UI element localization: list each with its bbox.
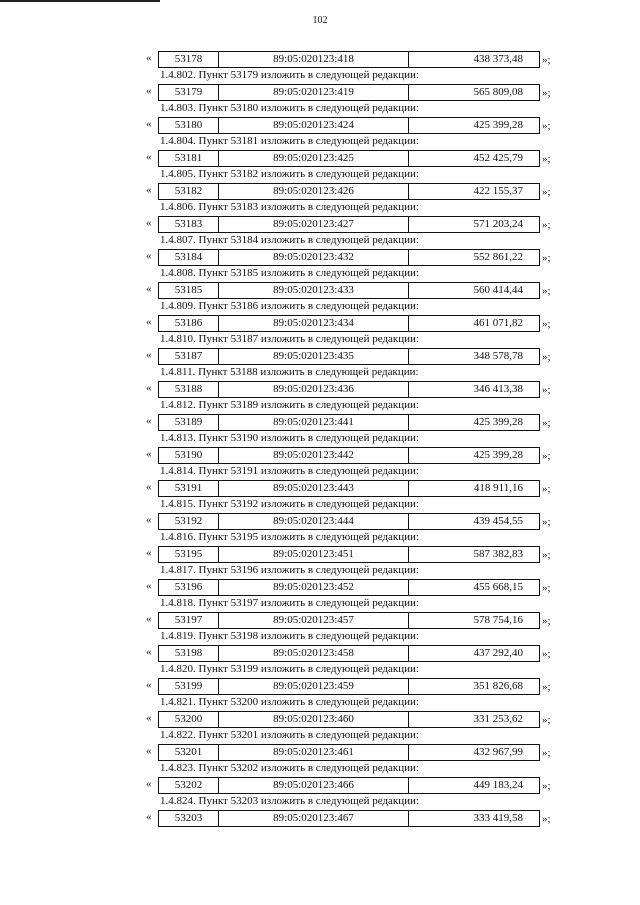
cadastral-value-cell: 437 292,40 bbox=[473, 647, 523, 659]
cadastral-value-cell: 348 578,78 bbox=[473, 350, 523, 362]
item-number-cell: 53183 bbox=[159, 217, 219, 232]
cadastral-value-cell: 571 203,24 bbox=[473, 218, 523, 230]
closing-quote: »; bbox=[542, 384, 551, 396]
entry-row bbox=[146, 578, 566, 596]
entry-table bbox=[158, 546, 540, 563]
entry-row bbox=[146, 116, 566, 134]
cadastral-number-cell: 89:05:020123:466 bbox=[219, 778, 409, 793]
opening-quote: « bbox=[146, 349, 152, 361]
entry-table bbox=[158, 348, 540, 365]
closing-quote: »; bbox=[542, 54, 551, 66]
opening-quote: « bbox=[146, 712, 152, 724]
closing-quote: »; bbox=[542, 285, 551, 297]
entry-table bbox=[158, 282, 540, 299]
opening-quote: « bbox=[146, 547, 152, 559]
amendment-line: 1.4.812. Пункт 53189 изложить в следующей редакции: bbox=[160, 399, 419, 411]
opening-quote: « bbox=[146, 85, 152, 97]
opening-quote: « bbox=[146, 415, 152, 427]
amendment-line: 1.4.824. Пункт 53203 изложить в следующей редакции: bbox=[160, 795, 419, 807]
cadastral-number-cell: 89:05:020123:432 bbox=[219, 250, 409, 265]
cadastral-value-cell: 439 454,55 bbox=[473, 515, 523, 527]
closing-quote: »; bbox=[542, 252, 551, 264]
closing-quote: »; bbox=[542, 450, 551, 462]
item-number-cell: 53196 bbox=[159, 580, 219, 595]
entry-table bbox=[158, 612, 540, 629]
amendment-line: 1.4.802. Пункт 53179 изложить в следующей редакции: bbox=[160, 69, 419, 81]
cadastral-value-cell: 331 253,62 bbox=[473, 713, 523, 725]
item-number-cell: 53185 bbox=[159, 283, 219, 298]
amendment-line: 1.4.813. Пункт 53190 изложить в следующей редакции: bbox=[160, 432, 419, 444]
closing-quote: »; bbox=[542, 648, 551, 660]
amendment-line: 1.4.822. Пункт 53201 изложить в следующей редакции: bbox=[160, 729, 419, 741]
closing-quote: »; bbox=[542, 615, 551, 627]
item-number-cell: 53198 bbox=[159, 646, 219, 661]
cadastral-number-cell: 89:05:020123:444 bbox=[219, 514, 409, 529]
item-number-cell: 53191 bbox=[159, 481, 219, 496]
closing-quote: »; bbox=[542, 120, 551, 132]
entry-row bbox=[146, 149, 566, 167]
amendment-line: 1.4.823. Пункт 53202 изложить в следующей редакции: bbox=[160, 762, 419, 774]
item-number-cell: 53186 bbox=[159, 316, 219, 331]
cadastral-number-cell: 89:05:020123:436 bbox=[219, 382, 409, 397]
item-number-cell: 53199 bbox=[159, 679, 219, 694]
entry-table bbox=[158, 645, 540, 662]
entry-row bbox=[146, 380, 566, 398]
cadastral-value-cell: 418 911,16 bbox=[473, 482, 523, 494]
amendment-line: 1.4.807. Пункт 53184 изложить в следующей редакции: bbox=[160, 234, 419, 246]
cadastral-value-cell: 455 668,15 bbox=[473, 581, 523, 593]
entry-row bbox=[146, 50, 566, 68]
amendment-line: 1.4.809. Пункт 53186 изложить в следующей редакции: bbox=[160, 300, 419, 312]
closing-quote: »; bbox=[542, 549, 551, 561]
cadastral-number-cell: 89:05:020123:457 bbox=[219, 613, 409, 628]
item-number-cell: 53189 bbox=[159, 415, 219, 430]
opening-quote: « bbox=[146, 118, 152, 130]
entry-row bbox=[146, 446, 566, 464]
opening-quote: « bbox=[146, 382, 152, 394]
entry-row bbox=[146, 644, 566, 662]
entry-row bbox=[146, 83, 566, 101]
amendment-line: 1.4.820. Пункт 53199 изложить в следующей редакции: bbox=[160, 663, 419, 675]
closing-quote: »; bbox=[542, 87, 551, 99]
item-number-cell: 53203 bbox=[159, 811, 219, 826]
cadastral-number-cell: 89:05:020123:459 bbox=[219, 679, 409, 694]
amendment-line: 1.4.816. Пункт 53195 изложить в следующей редакции: bbox=[160, 531, 419, 543]
entry-table bbox=[158, 513, 540, 530]
cadastral-number-cell: 89:05:020123:441 bbox=[219, 415, 409, 430]
amendment-line: 1.4.814. Пункт 53191 изложить в следующей редакции: bbox=[160, 465, 419, 477]
opening-quote: « bbox=[146, 580, 152, 592]
cadastral-value-cell: 560 414,44 bbox=[473, 284, 523, 296]
item-number-cell: 53201 bbox=[159, 745, 219, 760]
opening-quote: « bbox=[146, 184, 152, 196]
page-number: 102 bbox=[312, 15, 328, 26]
amendment-line: 1.4.817. Пункт 53196 изложить в следующей редакции: bbox=[160, 564, 419, 576]
closing-quote: »; bbox=[542, 417, 551, 429]
cadastral-value-cell: 438 373,48 bbox=[473, 53, 523, 65]
cadastral-value-cell: 351 826,68 bbox=[473, 680, 523, 692]
closing-quote: »; bbox=[542, 681, 551, 693]
item-number-cell: 53178 bbox=[159, 52, 219, 67]
entry-table bbox=[158, 678, 540, 695]
opening-quote: « bbox=[146, 778, 152, 790]
cadastral-number-cell: 89:05:020123:435 bbox=[219, 349, 409, 364]
opening-quote: « bbox=[146, 250, 152, 262]
amendment-line: 1.4.805. Пункт 53182 изложить в следующей редакции: bbox=[160, 168, 419, 180]
cadastral-value-cell: 452 425,79 bbox=[473, 152, 523, 164]
cadastral-value-cell: 565 809,08 bbox=[473, 86, 523, 98]
entry-row bbox=[146, 182, 566, 200]
closing-quote: »; bbox=[542, 516, 551, 528]
opening-quote: « bbox=[146, 283, 152, 295]
amendment-line: 1.4.815. Пункт 53192 изложить в следующей редакции: bbox=[160, 498, 419, 510]
cadastral-number-cell: 89:05:020123:433 bbox=[219, 283, 409, 298]
entry-row bbox=[146, 611, 566, 629]
entry-row bbox=[146, 347, 566, 365]
cadastral-number-cell: 89:05:020123:418 bbox=[219, 52, 409, 67]
closing-quote: »; bbox=[542, 813, 551, 825]
opening-quote: « bbox=[146, 217, 152, 229]
cadastral-value-cell: 432 967,99 bbox=[473, 746, 523, 758]
item-number-cell: 53188 bbox=[159, 382, 219, 397]
cadastral-value-cell: 425 399,28 bbox=[473, 449, 523, 461]
cadastral-number-cell: 89:05:020123:452 bbox=[219, 580, 409, 595]
cadastral-value-cell: 422 155,37 bbox=[473, 185, 523, 197]
entry-table bbox=[158, 381, 540, 398]
amendment-line: 1.4.818. Пункт 53197 изложить в следующей редакции: bbox=[160, 597, 419, 609]
item-number-cell: 53184 bbox=[159, 250, 219, 265]
closing-quote: »; bbox=[542, 153, 551, 165]
cadastral-value-cell: 578 754,16 bbox=[473, 614, 523, 626]
item-number-cell: 53182 bbox=[159, 184, 219, 199]
closing-quote: »; bbox=[542, 186, 551, 198]
entry-row bbox=[146, 677, 566, 695]
opening-quote: « bbox=[146, 613, 152, 625]
cadastral-number-cell: 89:05:020123:461 bbox=[219, 745, 409, 760]
entry-table bbox=[158, 480, 540, 497]
entry-row bbox=[146, 776, 566, 794]
item-number-cell: 53181 bbox=[159, 151, 219, 166]
opening-quote: « bbox=[146, 646, 152, 658]
cadastral-number-cell: 89:05:020123:442 bbox=[219, 448, 409, 463]
entry-table bbox=[158, 183, 540, 200]
cadastral-number-cell: 89:05:020123:427 bbox=[219, 217, 409, 232]
entry-row bbox=[146, 512, 566, 530]
item-number-cell: 53200 bbox=[159, 712, 219, 727]
cadastral-value-cell: 461 071,82 bbox=[473, 317, 523, 329]
entry-row bbox=[146, 248, 566, 266]
closing-quote: »; bbox=[542, 351, 551, 363]
item-number-cell: 53180 bbox=[159, 118, 219, 133]
item-number-cell: 53202 bbox=[159, 778, 219, 793]
closing-quote: »; bbox=[542, 747, 551, 759]
entry-row bbox=[146, 545, 566, 563]
amendment-line: 1.4.819. Пункт 53198 изложить в следующей редакции: bbox=[160, 630, 419, 642]
entry-row bbox=[146, 413, 566, 431]
amendment-line: 1.4.821. Пункт 53200 изложить в следующей редакции: bbox=[160, 696, 419, 708]
cadastral-value-cell: 552 861,22 bbox=[473, 251, 523, 263]
cadastral-number-cell: 89:05:020123:434 bbox=[219, 316, 409, 331]
opening-quote: « bbox=[146, 481, 152, 493]
opening-quote: « bbox=[146, 448, 152, 460]
item-number-cell: 53192 bbox=[159, 514, 219, 529]
entry-table bbox=[158, 117, 540, 134]
opening-quote: « bbox=[146, 151, 152, 163]
cadastral-value-cell: 425 399,28 bbox=[473, 416, 523, 428]
item-number-cell: 53190 bbox=[159, 448, 219, 463]
entry-table bbox=[158, 315, 540, 332]
cadastral-number-cell: 89:05:020123:467 bbox=[219, 811, 409, 826]
item-number-cell: 53197 bbox=[159, 613, 219, 628]
cadastral-value-cell: 587 382,83 bbox=[473, 548, 523, 560]
closing-quote: »; bbox=[542, 714, 551, 726]
entry-table bbox=[158, 777, 540, 794]
item-number-cell: 53187 bbox=[159, 349, 219, 364]
closing-quote: »; bbox=[542, 780, 551, 792]
opening-quote: « bbox=[146, 52, 152, 64]
entry-table bbox=[158, 711, 540, 728]
closing-quote: »; bbox=[542, 318, 551, 330]
cadastral-value-cell: 425 399,28 bbox=[473, 119, 523, 131]
entry-row bbox=[146, 281, 566, 299]
opening-quote: « bbox=[146, 679, 152, 691]
cadastral-value-cell: 449 183,24 bbox=[473, 779, 523, 791]
entry-table bbox=[158, 579, 540, 596]
entry-table bbox=[158, 84, 540, 101]
cadastral-value-cell: 346 413,38 bbox=[473, 383, 523, 395]
closing-quote: »; bbox=[542, 582, 551, 594]
closing-quote: »; bbox=[542, 219, 551, 231]
amendment-line: 1.4.808. Пункт 53185 изложить в следующей редакции: bbox=[160, 267, 419, 279]
entry-table bbox=[158, 150, 540, 167]
amendment-line: 1.4.811. Пункт 53188 изложить в следующей редакции: bbox=[160, 366, 419, 378]
opening-quote: « bbox=[146, 514, 152, 526]
entry-table bbox=[158, 249, 540, 266]
document-body bbox=[146, 50, 566, 827]
entry-table bbox=[158, 414, 540, 431]
cadastral-number-cell: 89:05:020123:425 bbox=[219, 151, 409, 166]
amendment-line: 1.4.806. Пункт 53183 изложить в следующей редакции: bbox=[160, 201, 419, 213]
closing-quote: »; bbox=[542, 483, 551, 495]
entry-row bbox=[146, 809, 566, 827]
amendment-line: 1.4.810. Пункт 53187 изложить в следующей редакции: bbox=[160, 333, 419, 345]
cadastral-number-cell: 89:05:020123:426 bbox=[219, 184, 409, 199]
amendment-line: 1.4.803. Пункт 53180 изложить в следующей редакции: bbox=[160, 102, 419, 114]
opening-quote: « bbox=[146, 316, 152, 328]
entry-row bbox=[146, 743, 566, 761]
cadastral-value-cell: 333 419,58 bbox=[473, 812, 523, 824]
cadastral-number-cell: 89:05:020123:458 bbox=[219, 646, 409, 661]
item-number-cell: 53195 bbox=[159, 547, 219, 562]
entry-table bbox=[158, 744, 540, 761]
entry-table bbox=[158, 810, 540, 827]
entry-table bbox=[158, 447, 540, 464]
cadastral-number-cell: 89:05:020123:451 bbox=[219, 547, 409, 562]
cadastral-number-cell: 89:05:020123:443 bbox=[219, 481, 409, 496]
entry-table bbox=[158, 216, 540, 233]
amendment-line: 1.4.804. Пункт 53181 изложить в следующей редакции: bbox=[160, 135, 419, 147]
cadastral-number-cell: 89:05:020123:460 bbox=[219, 712, 409, 727]
entry-table bbox=[158, 51, 540, 68]
entry-row bbox=[146, 215, 566, 233]
cadastral-number-cell: 89:05:020123:424 bbox=[219, 118, 409, 133]
opening-quote: « bbox=[146, 745, 152, 757]
entry-row bbox=[146, 479, 566, 497]
item-number-cell: 53179 bbox=[159, 85, 219, 100]
cadastral-number-cell: 89:05:020123:419 bbox=[219, 85, 409, 100]
entry-row bbox=[146, 710, 566, 728]
opening-quote: « bbox=[146, 811, 152, 823]
entry-row bbox=[146, 314, 566, 332]
top-rule bbox=[0, 0, 160, 2]
